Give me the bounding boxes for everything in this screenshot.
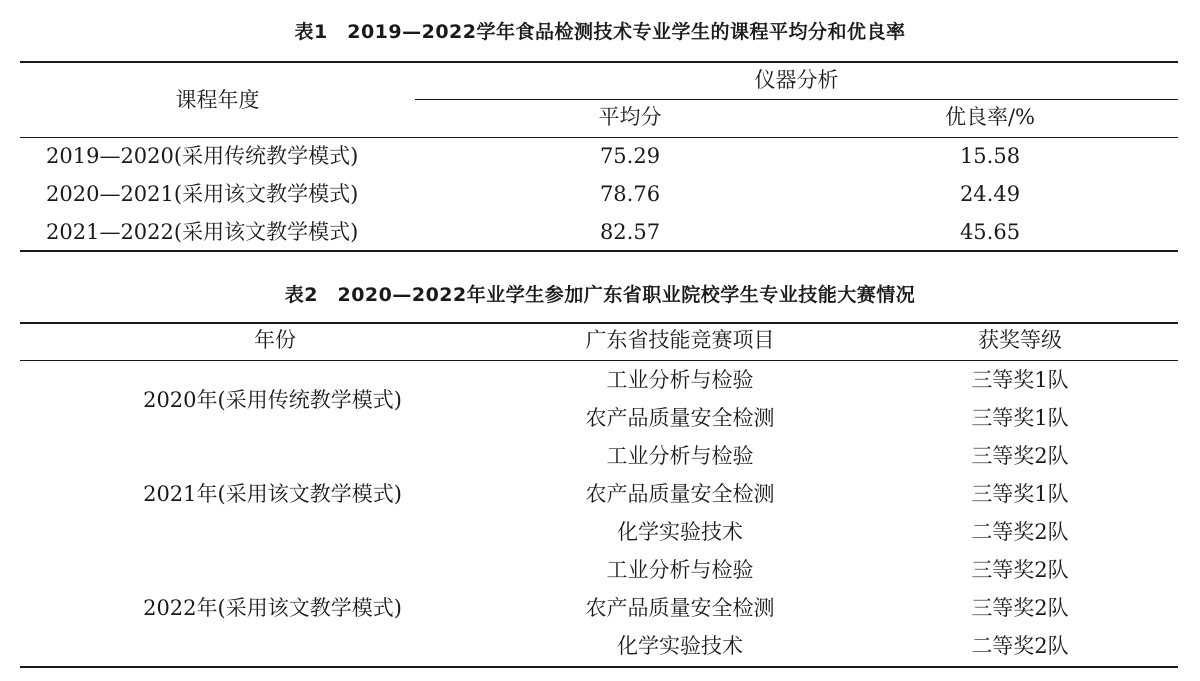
- table2-group-year: 2020年(采用传统教学模式): [143, 388, 402, 412]
- table1-row-rate: 45.65: [959, 220, 1021, 244]
- table2-row-event: 工业分析与检验: [606, 558, 754, 582]
- table2-caption: 表2 2020—2022年业学生参加广东省职业院校学生专业技能大赛情况: [284, 284, 916, 306]
- table1-year-header: 课程年度: [175, 88, 260, 112]
- table1-row-avg: 82.57: [599, 220, 661, 244]
- table1-avg-header: 平均分: [598, 105, 662, 129]
- table2-row-award: 三等奖1队: [971, 368, 1069, 392]
- table2-award-header: 获奖等级: [978, 328, 1062, 352]
- table2-row-award: 三等奖2队: [971, 596, 1069, 620]
- table1-row-avg: 78.76: [599, 182, 661, 206]
- table1-header-rule: [20, 137, 1178, 138]
- table1-group-underline: [415, 99, 1178, 100]
- table2-group-year: 2021年(采用该文教学模式): [143, 482, 402, 506]
- table2-row-award: 二等奖2队: [971, 634, 1069, 658]
- table2-row-event: 工业分析与检验: [606, 368, 754, 392]
- table1-group-header: 仪器分析: [754, 68, 839, 92]
- table2-row-award: 二等奖2队: [971, 520, 1069, 544]
- table2-event-header: 广东省技能竞赛项目: [585, 328, 775, 352]
- table2-group-year: 2022年(采用该文教学模式): [143, 596, 402, 620]
- table1-top-rule: [20, 61, 1178, 63]
- table2-row-event: 化学实验技术: [617, 520, 743, 544]
- table2-row-event: 工业分析与检验: [606, 444, 754, 468]
- table2-row-event: 化学实验技术: [617, 634, 743, 658]
- table2-row-award: 三等奖2队: [971, 444, 1069, 468]
- table1-bottom-rule: [20, 250, 1178, 252]
- table2-header-rule: [20, 360, 1178, 361]
- table2-row-event: 农产品质量安全检测: [585, 406, 775, 430]
- table2-year-header: 年份: [254, 328, 296, 352]
- table2-row-event: 农产品质量安全检测: [585, 596, 775, 620]
- table1-row-rate: 15.58: [959, 144, 1021, 168]
- table1-row-year: 2019—2020(采用传统教学模式): [46, 144, 359, 168]
- table2-bottom-rule: [20, 666, 1178, 668]
- table2-top-rule: [20, 322, 1178, 324]
- table2-row-award: 三等奖2队: [971, 558, 1069, 582]
- table1-row-year: 2021—2022(采用该文教学模式): [46, 220, 359, 244]
- table1-row-avg: 75.29: [599, 144, 661, 168]
- table1-row-year: 2020—2021(采用该文教学模式): [46, 182, 359, 206]
- table2-row-event: 农产品质量安全检测: [585, 482, 775, 506]
- table1-row-rate: 24.49: [959, 182, 1021, 206]
- table1-rate-header: 优良率/%: [944, 105, 1036, 129]
- table1-caption: 表1 2019—2022学年食品检测技术专业学生的课程平均分和优良率: [294, 21, 906, 43]
- table2-row-award: 三等奖1队: [971, 482, 1069, 506]
- table2-row-award: 三等奖1队: [971, 406, 1069, 430]
